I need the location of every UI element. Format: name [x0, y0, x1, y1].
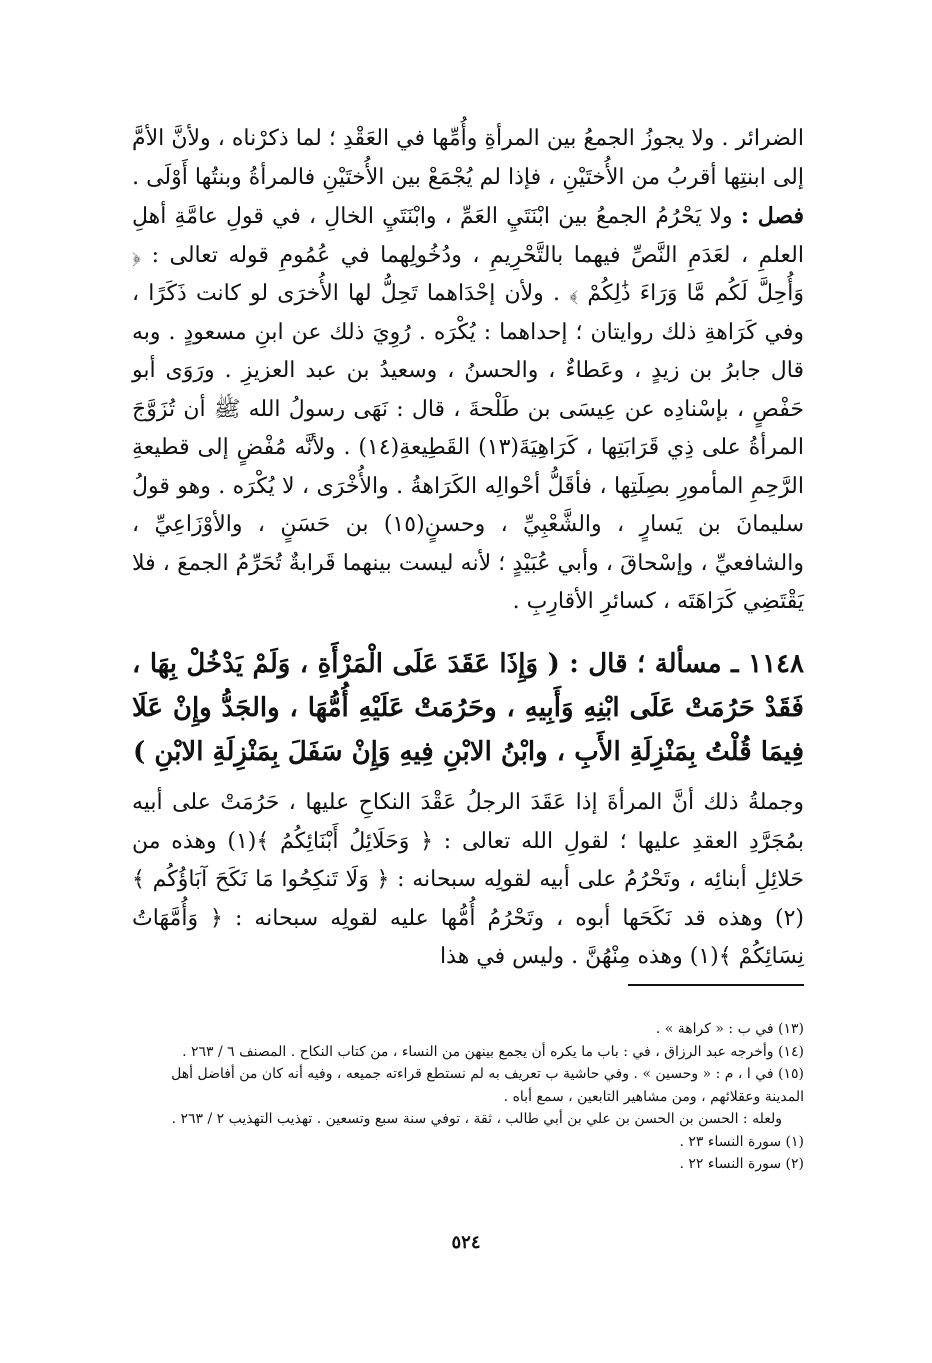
- paragraph-2: [132, 197, 804, 622]
- section-lead: فصل :: [740, 203, 804, 229]
- paragraph-1: الضرائر . ولا يجوزُ الجمعُ بين المرأةِ وأُمِّها في العَقْدِ ؛ لما ذكرْناه ، ولأنَّ الأمَّ إلى ابنتِها أقربُ من الأُختَيْنِ ، فإذا لم يُجْمَعْ بين الأُختَيْنِ فالمرأةُ وبنتُها أَوْلَى .: [132, 126, 804, 190]
- commentary-block: [132, 784, 804, 977]
- masala-number: ١١٤٨: [748, 649, 804, 679]
- paragraph-2-text: ولا يَحْرُمُ الجمعُ بين ابْنَتَيِ العَمِّ ، وابْنَتَيِ الخالِ ، في قولِ عامَّةِ أهلِ العلمِ ، لعَدَمِ النَّصِّ فيهما بالتَّحْرِيمِ ، ودُخُولِهما في عُمُومِ قوله تعالى : ﴿ وَأُحِلَّ لَكُم مَّا وَرَاءَ ذَٰلِكُمْ ﴾ . ولأن إحْدَاهما تَحِلُّ لها الأُخرَى لو كانت ذَكَرًا ، وفي كَرَاهةِ ذلك روايتان ؛ إحداهما : يُكْرَه . رُوِيَ ذلك عن ابنِ مسعودٍ . وبه قال جابرُ بن زيدٍ ، وعَطاءٌ ، والحسنُ ، وسعيدُ بن عبد العزيزِ . ورَوَى أبو حَفْصٍ ، بإسْنادِه عن عِيسَى بن طَلْحةَ ، قال : نَهَى رسولُ الله ﷺ أن تُزَوَّجَ المرأةُ على ذِي قَرَابَتِها ، كَرَاهِيَةَ(١٣) القَطِيعةِ(١٤) . ولأنَّه مُفْضٍ إلى قطيعةِ الرَّحِمِ المأمورِ بصِلَتِها ، فأقَلُّ أحْوالِه الكَرَاهةُ . والأُخْرَى ، لا يُكْرَه . وهو قولُ سليمانَ بن يَسارٍ ، والشَّعْبِيِّ ، وحسنٍ(١٥) بن حَسَنٍ ، والأوْزَاعِيِّ ، والشافعيِّ ، وإسْحاقَ ، وأبي عُبَيْدٍ ؛ لأنه ليست بينهما قَرابةٌ تُحَرِّمُ الجمعَ ، فلا يَقْتَضِي كَرَاهَتَه ، كسائرِ الأقارِبِ .: [132, 204, 805, 614]
- masala-label: ـ مسألة ؛ قال :: [569, 649, 739, 679]
- footnote-divider: [628, 984, 804, 986]
- paragraph-3: وجملةُ ذلك أنَّ المرأةَ إذا عَقَدَ الرجلُ عَقْدَ النكاحِ عليها ، حَرُمَتْ على أبيه بمُجَرَّدِ العقدِ عليها ؛ لقولِ الله تعالى : ﴿ وَحَلَائِلُ أَبْنَائِكُمُ ﴾(١) وهذه من حَلائِلِ أبنائِه ، وتَحْرُمُ على أبيه لقولِه سبحانه : ﴿ وَلَا تَنكِحُوا مَا نَكَحَ آبَاؤُكُم ﴾(٢) وهذه قد نَكَحَها أبوه ، وتَحْرُمُ أُمُّها عليه لقولِه سبحانه : ﴿ وَأُمَّهَاتُ نِسَائِكُمْ ﴾(١) وهذه مِنْهُنَّ . وليس في هذا: [132, 790, 804, 969]
- main-text-block: [132, 120, 804, 622]
- footnotes: [132, 1018, 804, 1176]
- masala-text: ( وَإِذَا عَقَدَ عَلَى الْمَرْأَةِ ، وَلَمْ يَدْخُلْ بِهَا ، فَقَدْ حَرُمَتْ عَلَى ابْنِهِ وَأَبِيهِ ، وحَرُمَتْ عَلَيْهِ أُمُّهَا ، والجَدُّ وإِنْ عَلَا فِيمَا قُلْتُ بِمَنْزِلَةِ الأَبِ ، وابْنُ الابْنِ فِيهِ وَإِنْ سَفَلَ بِمَنْزِلَةِ الابْنِ ): [132, 649, 804, 767]
- footnote-15-note: ولعله : الحسن بن الحسن بن علي بن أبي طالب ، ثقة ، توفي سنة سبع وتسعين . تهذيب التهذيب ٢ / ٢٦٣ .: [171, 1111, 782, 1127]
- footnote-15: (١٥) في ا ، م : « وحسين » . وفي حاشية ب تعريف به لم نستطع قراءته جميعه ، وفيه أنه كان من أفاضل أهل المدينة وعقلائهم ، ومن مشاهير التابعين ، سمع أباه .: [171, 1066, 804, 1105]
- footnote-13: (١٣) في ب : « كراهة » .: [655, 1021, 804, 1037]
- page-number: ٥٢٤: [451, 1232, 481, 1253]
- masala-block: [132, 642, 804, 774]
- footnote-1: (١) سورة النساء ٢٣ .: [679, 1133, 804, 1150]
- footnote-14: (١٤) وأخرجه عبد الرزاق ، في : باب ما يكره أن يجمع بينهن من النساء ، من كتاب النكاح . المصنف ٦ / ٢٦٣ .: [182, 1043, 804, 1060]
- footnote-2: (٢) سورة النساء ٢٢ .: [679, 1156, 804, 1172]
